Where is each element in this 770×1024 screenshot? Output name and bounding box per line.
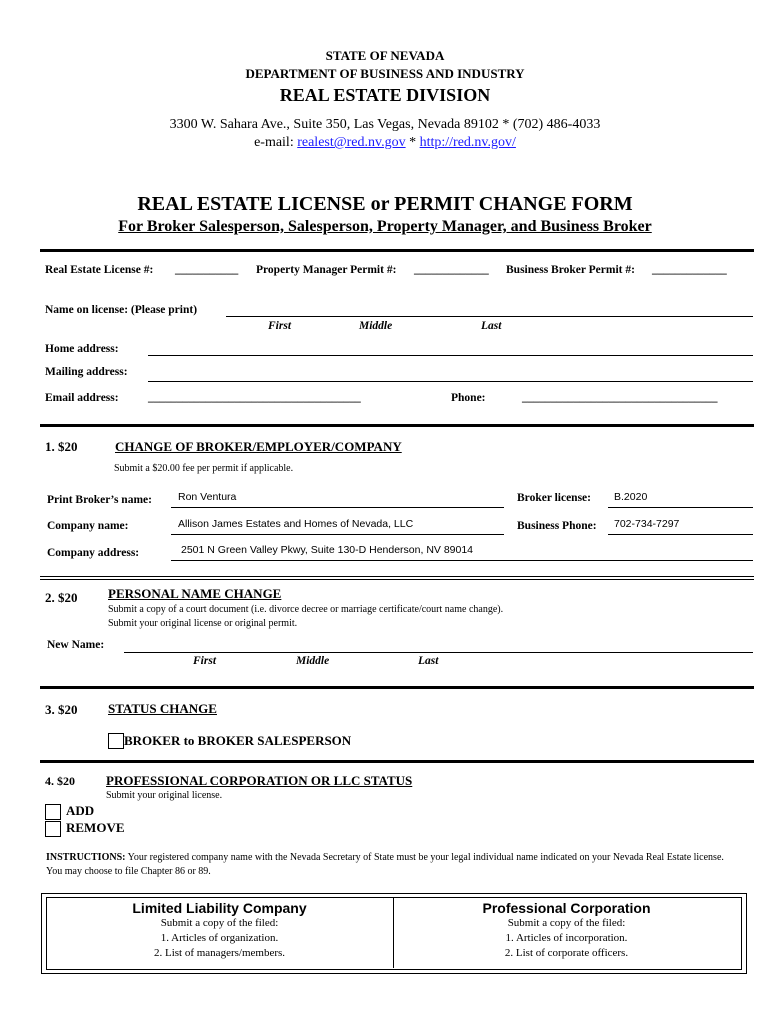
pc-line1: Submit a copy of the filed: <box>507 917 626 929</box>
first-caption: First <box>268 320 292 332</box>
pc-column <box>393 900 740 961</box>
divider <box>40 249 754 252</box>
divider <box>40 686 754 689</box>
home-address-field[interactable] <box>148 355 753 356</box>
llc-title: Limited Liability Company <box>132 900 307 916</box>
business-phone-label: Business Phone: <box>517 520 597 532</box>
re-license-label: Real Estate License #: <box>45 264 154 276</box>
name-label: Name on license: (Please print) <box>45 304 198 316</box>
name-field[interactable] <box>226 316 753 317</box>
phone-field[interactable]: __________________________________ <box>522 392 718 404</box>
department-name: DEPARTMENT OF BUSINESS AND INDUSTRY <box>245 66 525 81</box>
mailing-address-field[interactable] <box>148 381 753 382</box>
instructions-label: INSTRUCTIONS: <box>46 852 126 863</box>
add-label: ADD <box>66 803 95 818</box>
state-name: STATE OF NEVADA <box>325 48 445 63</box>
remove-checkbox[interactable] <box>45 821 61 837</box>
section2-fee: 2. $20 <box>45 590 78 605</box>
company-address-label: Company address: <box>47 547 140 559</box>
email-prefix: e-mail: <box>254 135 294 150</box>
divider <box>40 576 754 577</box>
email-address-field[interactable]: _____________________________________ <box>148 392 361 404</box>
instructions-text: Your registered company name with the Nevada Secretary of State must be your legal individual name indicated on your Nevada Real Estate license. You may choose to file Chapter 86 or 89. <box>46 852 724 877</box>
bb-permit-field[interactable]: _____________ <box>652 264 727 276</box>
company-name-value[interactable]: Allison James Estates and Homes of Nevada, LLC <box>178 518 414 530</box>
broker-name-value[interactable]: Ron Ventura <box>178 491 237 503</box>
broker-to-salesperson-checkbox[interactable] <box>108 733 124 749</box>
llc-column <box>46 900 393 961</box>
section2-note2: Submit your original license or original permit. <box>108 618 298 629</box>
new-last-caption: Last <box>418 655 439 667</box>
website-link[interactable]: http://red.nv.gov/ <box>419 135 516 150</box>
division-address: 3300 W. Sahara Ave., Suite 350, Las Vegas, Nevada 89102 * (702) 486-4033 <box>169 117 601 132</box>
pc-line3: 2. List of corporate officers. <box>504 947 629 959</box>
broker-to-salesperson-label: BROKER to BROKER SALESPERSON <box>124 733 352 748</box>
new-middle-caption: Middle <box>296 655 330 667</box>
company-address-value[interactable]: 2501 N Green Valley Pkwy, Suite 130-D Henderson, NV 89014 <box>181 544 474 556</box>
pc-line2: 1. Articles of incorporation. <box>505 932 628 944</box>
contact-line <box>0 135 770 151</box>
company-address-line <box>171 560 753 561</box>
add-checkbox[interactable] <box>45 804 61 820</box>
new-first-caption: First <box>193 655 217 667</box>
bb-permit-label: Business Broker Permit #: <box>506 264 635 276</box>
pc-title: Professional Corporation <box>482 900 651 916</box>
section1-fee: 1. $20 <box>45 439 78 454</box>
email-address-label: Email address: <box>45 392 119 404</box>
section4-note: Submit your original license. <box>106 790 223 801</box>
section3-fee: 3. $20 <box>45 702 78 717</box>
new-name-field[interactable] <box>124 652 753 653</box>
divider <box>40 424 754 427</box>
pm-permit-field[interactable]: _____________ <box>414 264 489 276</box>
company-name-label: Company name: <box>47 520 129 532</box>
section1-note: Submit a $20.00 fee per permit if applicable. <box>114 463 294 474</box>
form-subtitle: For Broker Salesperson, Salesperson, Property Manager, and Business Broker <box>118 218 652 235</box>
instructions <box>46 851 736 879</box>
form-title: REAL ESTATE LICENSE or PERMIT CHANGE FORM <box>137 193 633 215</box>
section4-fee: 4. $20 <box>45 774 75 788</box>
broker-name-label: Print Broker’s name: <box>47 494 152 506</box>
home-address-label: Home address: <box>45 343 119 355</box>
re-license-field[interactable]: ___________ <box>175 264 239 276</box>
remove-label: REMOVE <box>66 820 125 835</box>
section2-note1: Submit a copy of a court document (i.e. divorce decree or marriage certificate/court name change). <box>108 604 504 615</box>
divider <box>40 579 754 580</box>
broker-name-line <box>171 507 504 508</box>
last-caption: Last <box>481 320 502 332</box>
email-link[interactable]: realest@red.nv.gov <box>297 135 406 150</box>
business-phone-line <box>608 534 753 535</box>
llc-line3: 2. List of managers/members. <box>153 947 286 959</box>
section3-heading: STATUS CHANGE <box>108 701 217 716</box>
mailing-address-label: Mailing address: <box>45 366 128 378</box>
section1-heading: CHANGE OF BROKER/EMPLOYER/COMPANY <box>115 439 402 454</box>
broker-license-line <box>608 507 753 508</box>
broker-license-value[interactable]: B.2020 <box>614 491 648 503</box>
divider <box>40 760 754 763</box>
broker-license-label: Broker license: <box>517 492 591 504</box>
section4-heading: PROFESSIONAL CORPORATION OR LLC STATUS <box>106 773 413 788</box>
middle-caption: Middle <box>359 320 393 332</box>
pm-permit-label: Property Manager Permit #: <box>256 264 397 276</box>
new-name-label: New Name: <box>47 639 105 651</box>
llc-line2: 1. Articles of organization. <box>160 932 279 944</box>
business-phone-value[interactable]: 702-734-7297 <box>614 518 680 530</box>
contact-separator: * <box>409 135 417 150</box>
company-name-line <box>171 534 504 535</box>
division-name: REAL ESTATE DIVISION <box>279 85 491 105</box>
section2-heading: PERSONAL NAME CHANGE <box>108 586 282 601</box>
llc-line1: Submit a copy of the filed: <box>160 917 279 929</box>
phone-label: Phone: <box>451 392 486 404</box>
